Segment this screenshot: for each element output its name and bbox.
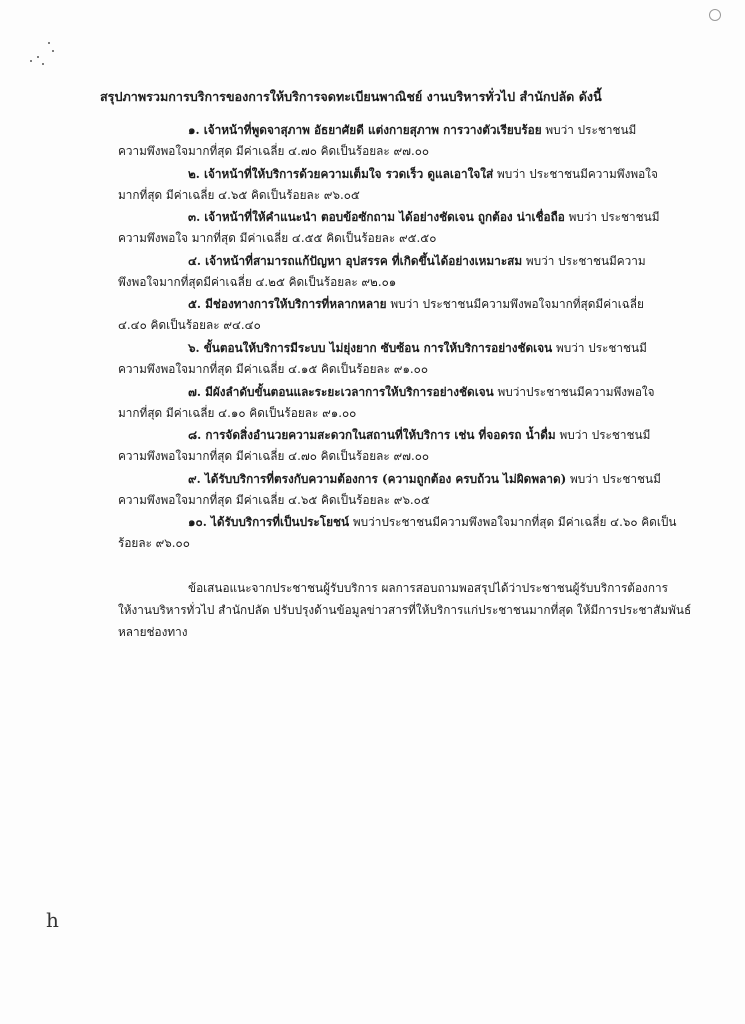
- suggestion-line: ข้อเสนอแนะจากประชาชนผู้รับบริการ ผลการสอบถามพอสรุปได้ว่าประชาชนผู้รับบริการต้องการ: [188, 581, 668, 595]
- survey-item: [118, 425, 718, 469]
- item-rest: พบว่า ประชาชนมีความพึงพอใจ: [493, 166, 658, 181]
- item-line2: ความพึงพอใจ มากที่สุด มีค่าเฉลี่ย ๔.๕๕ คิดเป็นร้อยละ ๙๕.๕๐: [118, 231, 437, 246]
- item-lead: ๗. มีผังลำดับขั้นตอนและระยะเวลาการให้บริการอย่างชัดเจน: [188, 384, 494, 399]
- survey-items-list: [118, 120, 718, 556]
- item-line2: มากที่สุด มีค่าเฉลี่ย ๔.๖๕ คิดเป็นร้อยละ ๙๖.๐๕: [118, 187, 360, 202]
- item-rest: พบว่าประชาชนมีความพึงพอใจมากที่สุด มีค่าเฉลี่ย ๔.๖๐ คิดเป็น: [349, 515, 677, 530]
- item-line2: ร้อยละ ๙๖.๐๐: [118, 536, 190, 551]
- item-line2: ความพึงพอใจมากที่สุด มีค่าเฉลี่ย ๔.๖๕ คิดเป็นร้อยละ ๙๖.๐๕: [118, 492, 430, 507]
- item-rest: พบว่า ประชาชนมี: [555, 428, 651, 443]
- item-rest: พบว่า ประชาชนมีความ: [522, 253, 646, 268]
- item-line2: ความพึงพอใจมากที่สุด มีค่าเฉลี่ย ๔.๑๕ คิดเป็นร้อยละ ๙๑.๐๐: [118, 361, 429, 376]
- item-lead: ๔. เจ้าหน้าที่สามารถแก้ปัญหา อุปสรรค ที่เกิดขึ้นได้อย่างเหมาะสม: [188, 253, 523, 268]
- page-mark: h: [46, 908, 59, 932]
- item-lead: ๘. การจัดสิ่งอำนวยความสะดวกในสถานที่ให้บริการ เช่น ที่จอดรถ น้ำดื่ม: [188, 428, 556, 443]
- document-heading: สรุปภาพรวมการบริการของการให้บริการจดทะเบียนพาณิชย์ งานบริหารทั่วไป สำนักปลัด ดังนี้: [100, 89, 602, 104]
- item-lead: ๙. ได้รับบริการที่ตรงกับความต้องการ (ความถูกต้อง ครบถ้วน ไม่ผิดพลาด): [188, 471, 567, 486]
- survey-item: [118, 164, 718, 208]
- item-line2: ความพึงพอใจมากที่สุด มีค่าเฉลี่ย ๔.๗๐ คิดเป็นร้อยละ ๙๗.๐๐: [118, 144, 430, 158]
- item-lead: ๑. เจ้าหน้าที่พูดจาสุภาพ อัธยาศัยดี แต่งกายสุภาพ การวางตัวเรียบร้อย: [188, 123, 542, 137]
- item-rest: พบว่าประชาชนมีความพึงพอใจ: [493, 384, 655, 399]
- survey-item: [118, 251, 718, 295]
- item-rest: พบว่า ประชาชนมี: [541, 123, 637, 137]
- item-lead: ๒. เจ้าหน้าที่ให้บริการด้วยความเต็มใจ รวดเร็ว ดูแลเอาใจใส่: [188, 166, 494, 181]
- item-lead: ๖. ขั้นตอนให้บริการมีระบบ ไม่ยุ่งยาก ซับซ้อน การให้บริการอย่างชัดเจน: [188, 340, 553, 355]
- survey-item: [118, 382, 718, 426]
- suggestion-line: หลายช่องทาง: [118, 625, 188, 639]
- item-lead: ๑๐. ได้รับบริการที่เป็นประโยชน์: [188, 515, 350, 530]
- suggestion-line: ให้งานบริหารทั่วไป สำนักปลัด ปรับปรุงด้านข้อมูลข่าวสารที่ให้บริการแก่ประชาชนมากที่สุด ให้มีการประชาสัมพันธ์: [118, 603, 692, 617]
- item-rest: พบว่า ประชาชนมีความพึงพอใจมากที่สุดมีค่าเฉลี่ย: [386, 297, 644, 312]
- item-rest: พบว่า ประชาชนมี: [564, 210, 660, 225]
- survey-item: [118, 512, 718, 556]
- item-line2: ๔.๔๐ คิดเป็นร้อยละ ๙๔.๔๐: [118, 318, 261, 333]
- survey-item: [118, 294, 718, 338]
- item-lead: ๕. มีช่องทางการให้บริการที่หลากหลาย: [188, 297, 387, 312]
- survey-item: [118, 338, 718, 382]
- survey-item: [118, 120, 718, 164]
- punch-hole: [709, 9, 721, 21]
- item-rest: พบว่า ประชาชนมี: [552, 340, 647, 355]
- item-line2: ความพึงพอใจมากที่สุด มีค่าเฉลี่ย ๔.๗๐ คิดเป็นร้อยละ ๙๗.๐๐: [118, 449, 430, 464]
- survey-item: [118, 207, 718, 251]
- item-rest: พบว่า ประชาชนมี: [566, 471, 661, 486]
- item-lead: ๓. เจ้าหน้าที่ให้คำแนะนำ ตอบข้อซักถาม ได้อย่างชัดเจน ถูกต้อง น่าเชื่อถือ: [188, 210, 565, 225]
- item-line2: มากที่สุด มีค่าเฉลี่ย ๔.๑๐ คิดเป็นร้อยละ ๙๑.๐๐: [118, 405, 357, 420]
- scan-specks: [28, 38, 58, 68]
- survey-item: [118, 469, 718, 513]
- item-line2: พึงพอใจมากที่สุดมีค่าเฉลี่ย ๔.๒๕ คิดเป็นร้อยละ ๙๒.๐๑: [118, 274, 397, 289]
